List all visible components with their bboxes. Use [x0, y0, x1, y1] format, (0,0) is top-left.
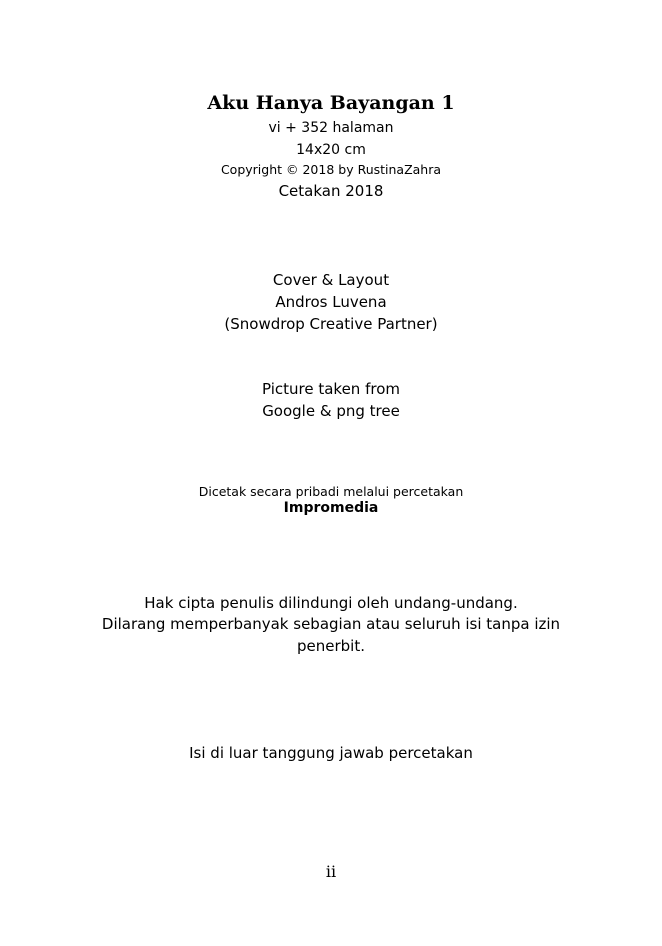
printer-statement: Dicetak secara pribadi melalui percetakan	[198, 484, 464, 499]
cover-layout-heading: Cover & Layout	[272, 271, 390, 289]
copyright-law-line3: penerbit.	[297, 637, 365, 655]
cover-designer-name: Andros Luvena	[275, 293, 387, 311]
printing-edition: Cetakan 2018	[278, 182, 384, 200]
picture-source-line1: Picture taken from	[262, 380, 400, 398]
copyright-law-line2: Dilarang memperbanyak sebagian atau seluruh isi tanpa izin	[101, 615, 561, 633]
book-size: 14x20 cm	[296, 142, 366, 158]
printer-name: Impromedia	[283, 500, 379, 516]
page-number: ii	[325, 862, 337, 881]
page-count: vi + 352 halaman	[268, 120, 394, 136]
picture-source-line2: Google & png tree	[262, 402, 400, 420]
copyright-law-line1: Hak cipta penulis dilindungi oleh undang-undang.	[144, 594, 518, 612]
book-title: Aku Hanya Bayangan 1	[207, 92, 455, 114]
disclaimer: Isi di luar tanggung jawab percetakan	[189, 744, 473, 762]
copyright-notice: Copyright © 2018 by RustinaZahra	[220, 162, 442, 177]
cover-designer-org: (Snowdrop Creative Partner)	[224, 315, 438, 333]
